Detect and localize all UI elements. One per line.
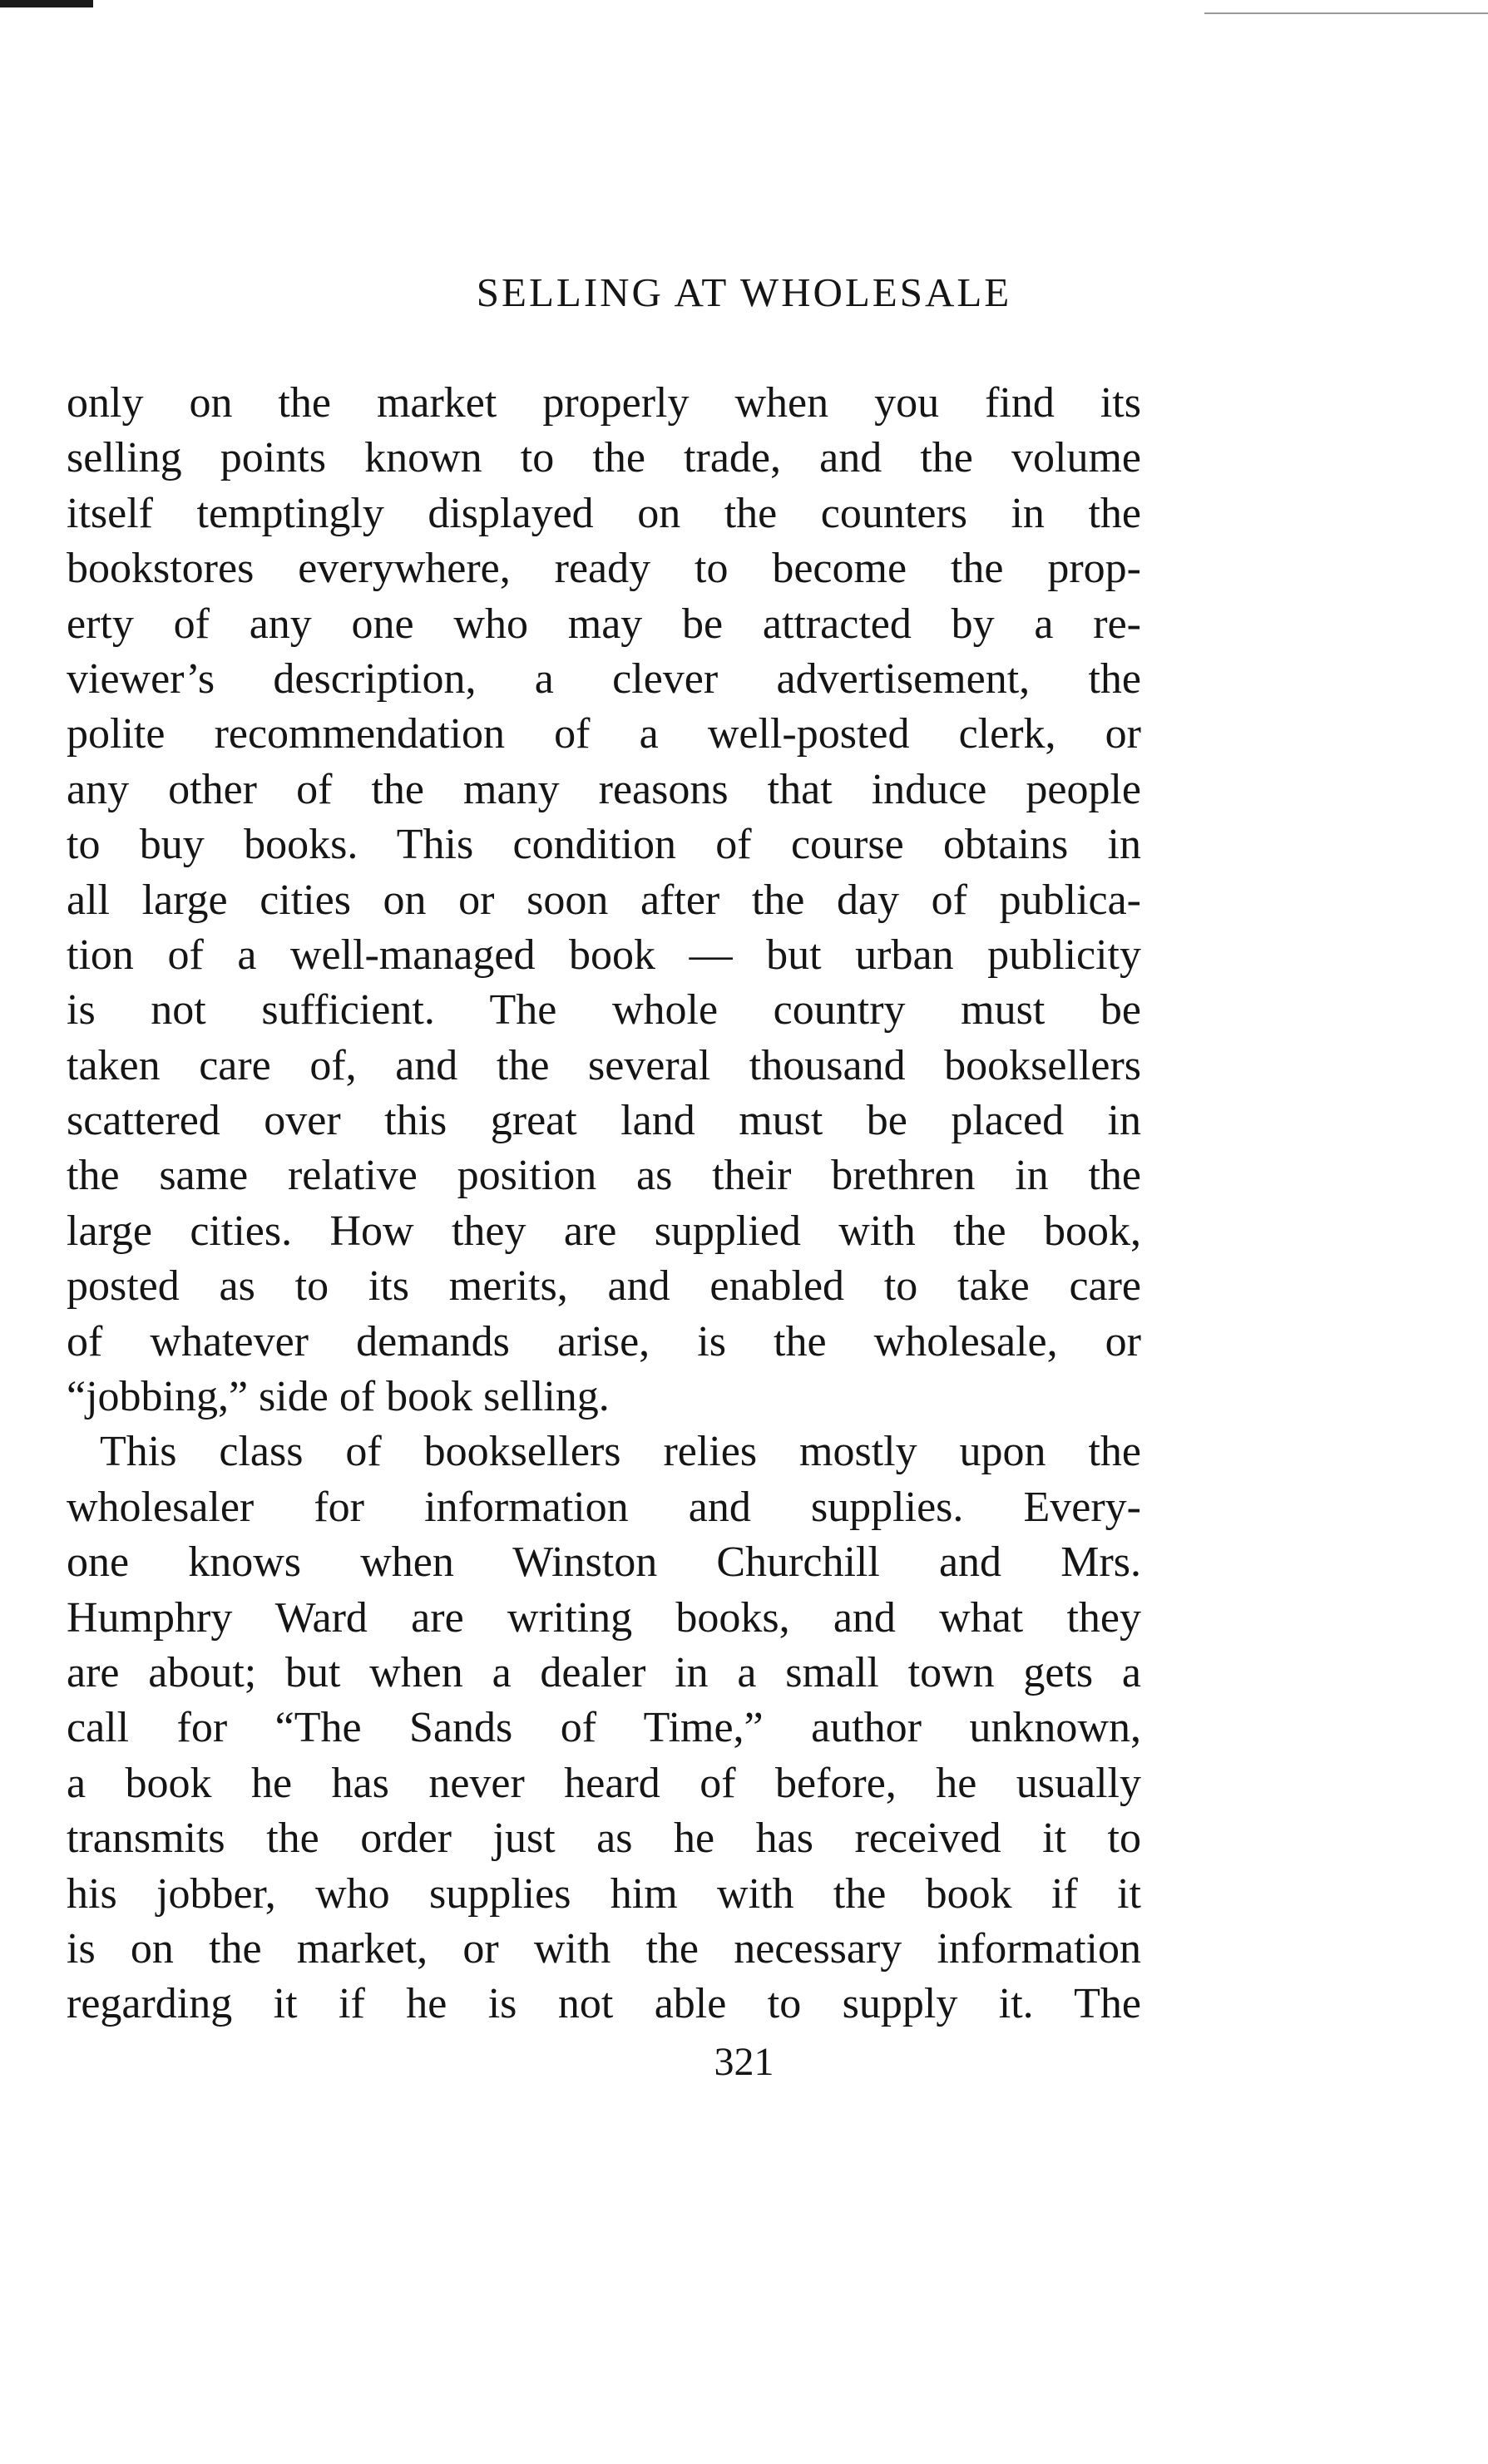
text-line: of whatever demands arise, is the wholesale, or [67, 1317, 1141, 1365]
text-line: is on the market, or with the necessary information [67, 1924, 1141, 1973]
text-line: any other of the many reasons that induce people [67, 765, 1141, 813]
text-line: only on the market properly when you find its [67, 379, 1141, 427]
text-line: large cities. How they are supplied with the book, [67, 1207, 1141, 1255]
text-line: regarding it if he is not able to supply it. The [67, 1980, 1141, 2028]
text-line: posted as to its merits, and enabled to take care [67, 1262, 1141, 1311]
text-line: to buy books. This condition of course obtains in [67, 821, 1141, 869]
running-head: SELLING AT WHOLESALE [476, 269, 1012, 315]
page-number: 321 [714, 2040, 774, 2084]
scan-edge-line [1204, 12, 1488, 14]
text-line: viewer’s description, a clever advertisement, the [67, 654, 1141, 703]
text-line: his jobber, who supplies him with the book if it [67, 1869, 1141, 1918]
text-line: This class of booksellers relies mostly upon the [100, 1428, 1141, 1476]
text-line: “jobbing,” side of book selling. [67, 1373, 610, 1421]
scan-edge-mark [0, 0, 93, 7]
text-line: wholesaler for information and supplies. Every- [67, 1483, 1141, 1531]
text-line: erty of any one who may be attracted by a re- [67, 600, 1141, 648]
text-line: call for “The Sands of Time,” author unknown, [67, 1704, 1141, 1752]
text-line: are about; but when a dealer in a small town gets a [67, 1648, 1141, 1696]
text-line: all large cities on or soon after the day of publica- [67, 876, 1141, 924]
text-line: itself temptingly displayed on the counters in the [67, 489, 1141, 537]
text-line: is not sufficient. The whole country must be [67, 986, 1141, 1034]
text-line: a book he has never heard of before, he usually [67, 1759, 1141, 1807]
text-line: scattered over this great land must be placed in [67, 1097, 1141, 1145]
text-line: one knows when Winston Churchill and Mrs. [67, 1538, 1141, 1587]
text-line: taken care of, and the several thousand booksellers [67, 1041, 1141, 1089]
text-line: transmits the order just as he has received it to [67, 1815, 1141, 1863]
text-line: Humphry Ward are writing books, and what they [67, 1593, 1141, 1642]
text-line: bookstores everywhere, ready to become the prop- [67, 545, 1141, 593]
text-line: selling points known to the trade, and the volume [67, 434, 1141, 482]
text-line: tion of a well-managed book — but urban publicity [67, 931, 1141, 979]
text-line: polite recommendation of a well-posted clerk, or [67, 710, 1141, 758]
body-text [67, 376, 1141, 2032]
text-line: the same relative position as their brethren in the [67, 1152, 1141, 1200]
